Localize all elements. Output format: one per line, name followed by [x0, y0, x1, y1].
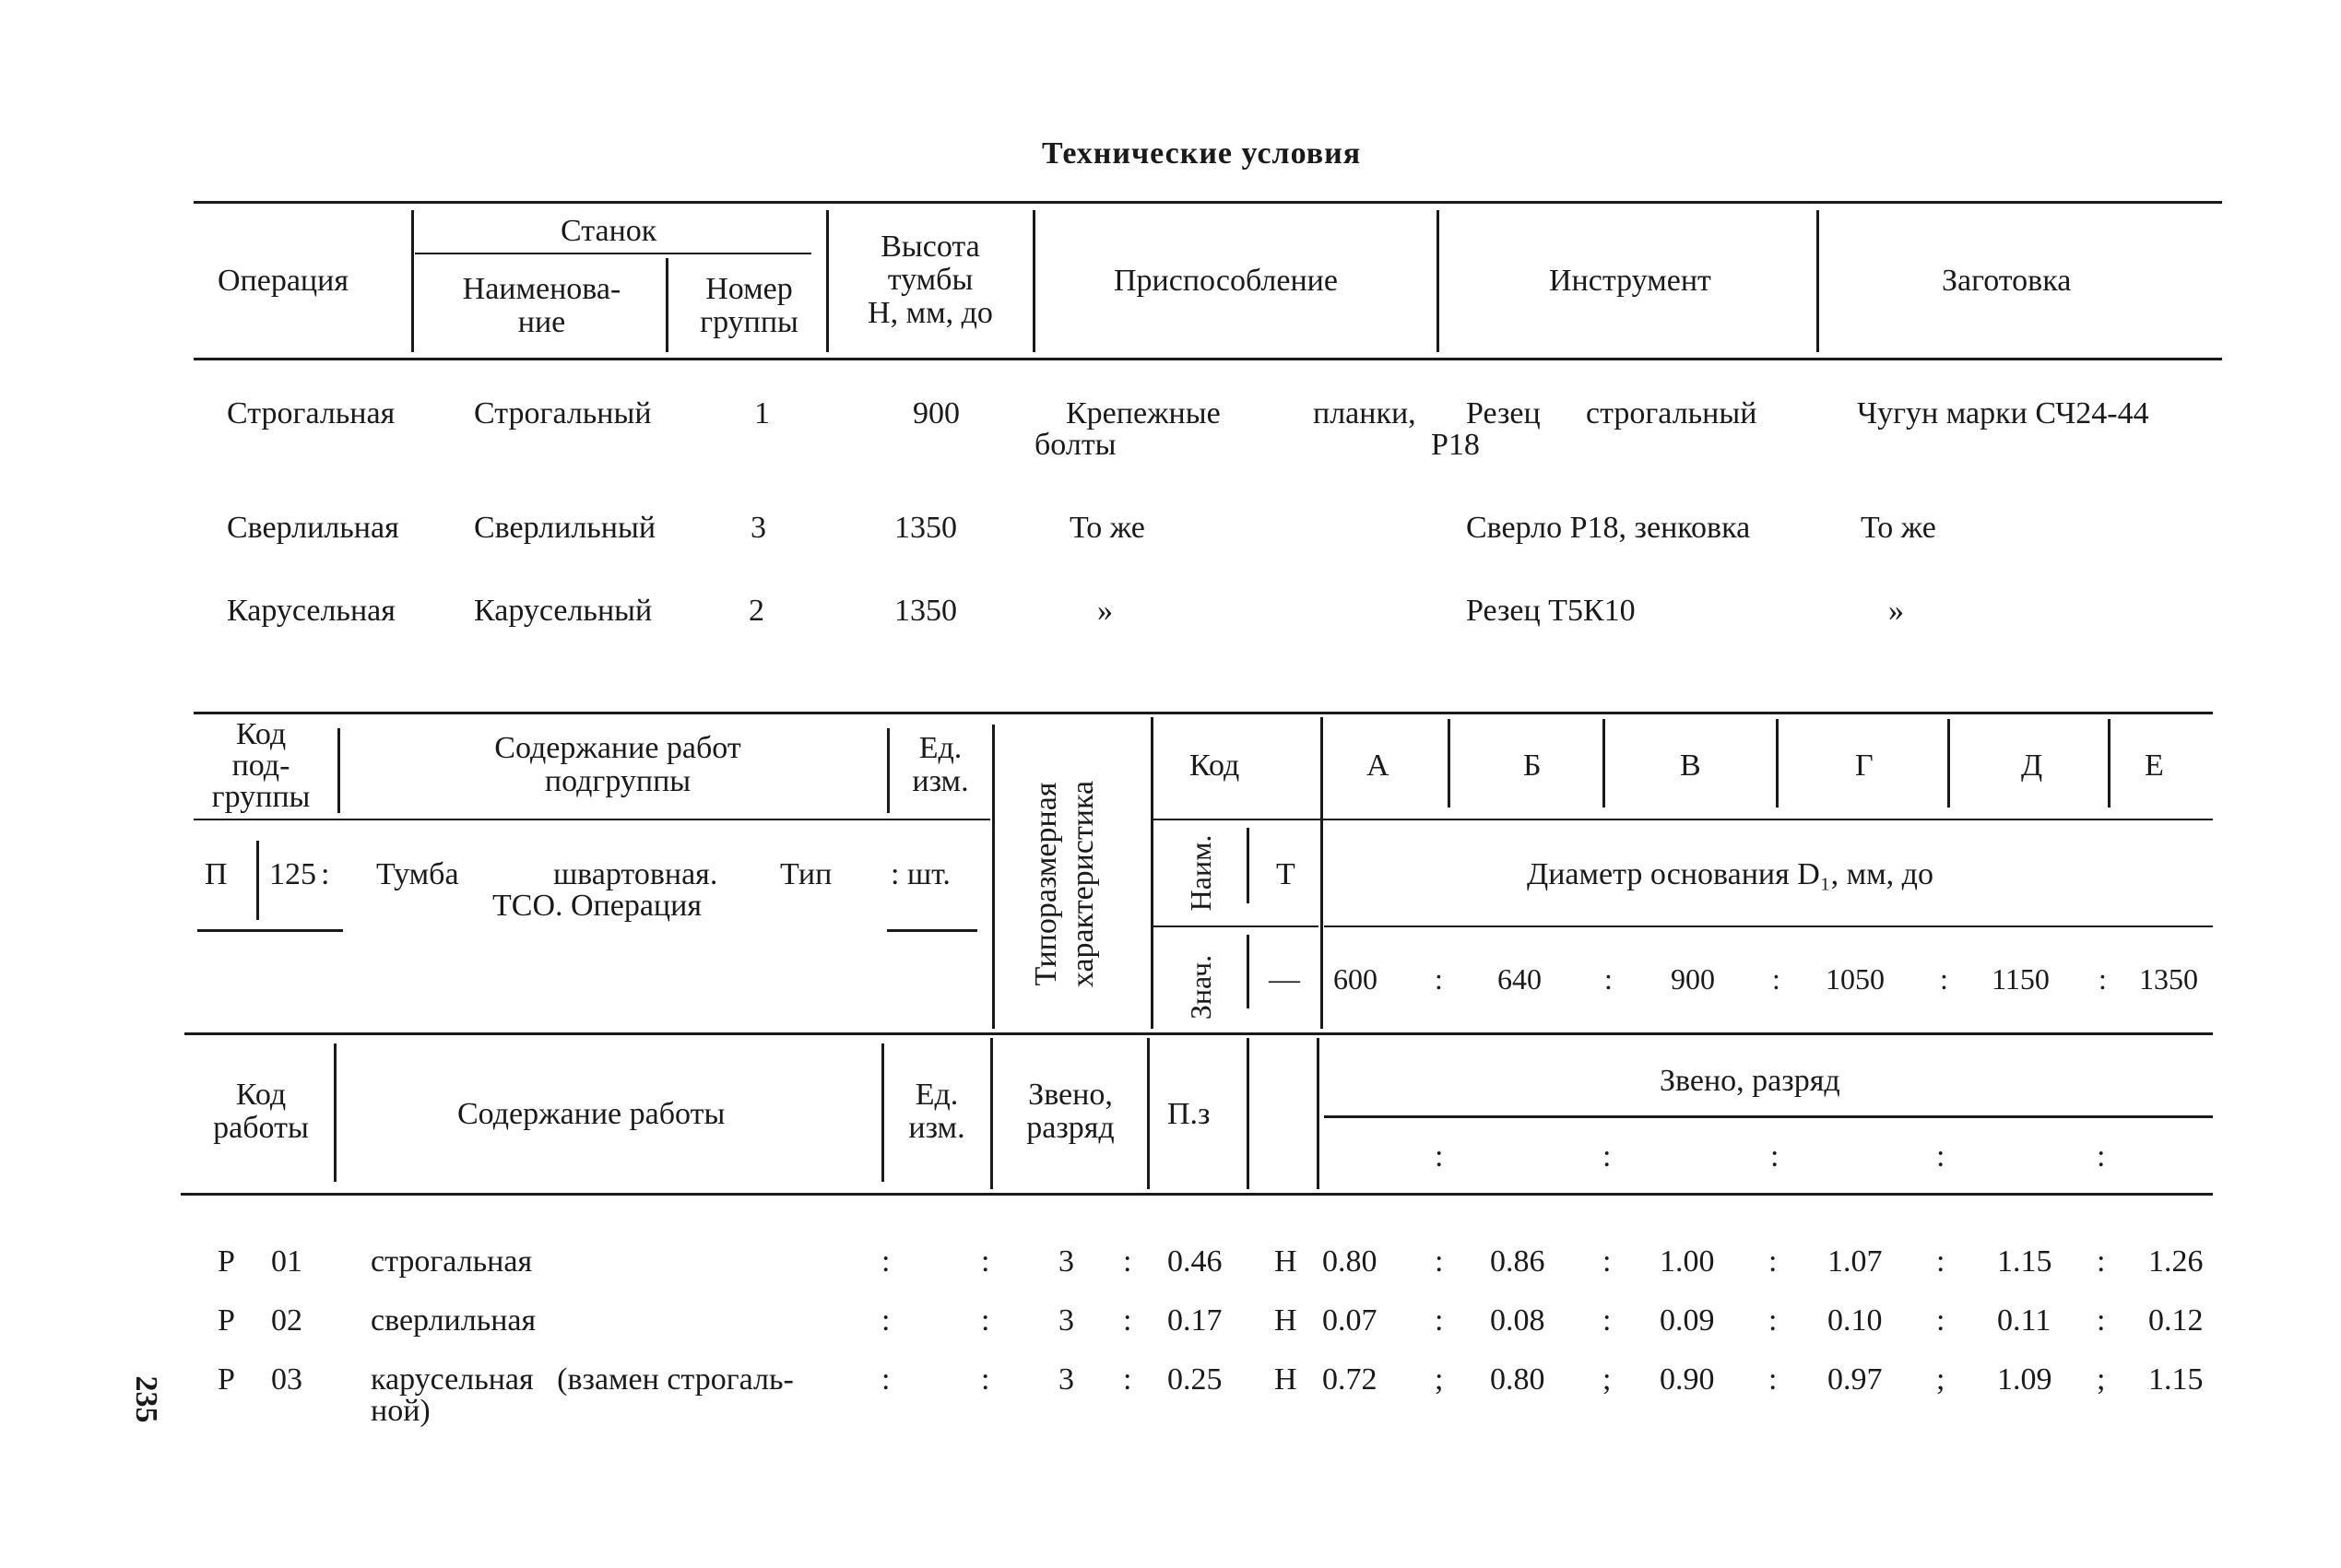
- work-row-value: 0.09: [1660, 1303, 1715, 1338]
- norm-divider: [887, 728, 890, 813]
- tech-divider: [666, 258, 668, 352]
- tech-table-top-rule: [194, 201, 2222, 204]
- tech-row-height: 900: [913, 396, 960, 430]
- norm-header-subgroup-code: Код под- группы: [211, 717, 311, 814]
- subgroup-letter: П: [205, 857, 228, 891]
- work-divider: [1247, 1038, 1249, 1189]
- work-row-link: 3: [1058, 1244, 1074, 1279]
- tech-row-height: 1350: [894, 594, 957, 628]
- norm-divider: [1247, 828, 1249, 903]
- tech-header-machine-name: Наименова- ние: [462, 272, 621, 339]
- norm-column-g: Г: [1855, 749, 1874, 783]
- tech-row-fixture: планки,: [1313, 396, 1416, 430]
- norm-divider: [1947, 719, 1950, 808]
- work-divider: [1147, 1038, 1150, 1189]
- norm-header-subgroup-content: Содержание работ подгруппы: [494, 731, 741, 798]
- tech-row-blank: »: [1888, 594, 1904, 628]
- tech-row-operation: Сверлильная: [227, 511, 399, 545]
- tech-header-machine: Станок: [561, 214, 657, 248]
- norm-column-a: А: [1366, 749, 1389, 783]
- work-header-code: Код работы: [213, 1078, 309, 1145]
- work-row-number: 01: [271, 1244, 302, 1279]
- tech-row-tool: Сверло Р18, зенковка: [1466, 511, 1751, 545]
- tech-row-operation: Строгальная: [227, 396, 396, 430]
- work-row-flag: Н: [1274, 1362, 1297, 1397]
- subgroup-content: ТСО. Операция: [492, 889, 702, 923]
- work-row-number: 02: [271, 1303, 302, 1338]
- tech-divider: [826, 210, 829, 352]
- norm-column-b: Б: [1523, 749, 1542, 783]
- work-row-pz: 0.46: [1167, 1244, 1223, 1279]
- work-row-value: 1.26: [2148, 1244, 2204, 1279]
- subgroup-colon: :: [321, 857, 330, 891]
- norm-subgroup-underline: [197, 929, 343, 932]
- work-row-value: 1.15: [1997, 1244, 2052, 1279]
- work-row-link: 3: [1058, 1362, 1074, 1397]
- work-row-value: 0.11: [1997, 1303, 2051, 1338]
- work-header-content: Содержание работы: [457, 1097, 726, 1131]
- norm-divider: [256, 841, 259, 920]
- work-header-link: Звено, разряд: [1026, 1078, 1115, 1145]
- norm-work-header-rule: [1324, 1115, 2213, 1118]
- norm-diameter-value: 1350: [2139, 962, 2198, 996]
- norm-diameter-value: 640: [1497, 962, 1542, 996]
- tech-divider: [1816, 210, 1819, 352]
- tech-row-fixture: болты: [1035, 428, 1117, 462]
- tech-row-group: 2: [749, 594, 764, 628]
- tech-row-height: 1350: [894, 511, 957, 545]
- work-row-flag: Н: [1274, 1303, 1297, 1338]
- work-row-pz: 0.25: [1167, 1362, 1223, 1397]
- norm-divider: [1151, 717, 1153, 1029]
- norm-divider: [1448, 719, 1450, 808]
- work-row-value: 1.15: [2148, 1362, 2204, 1397]
- norm-column-d: Д: [2021, 749, 2043, 783]
- work-row-value: 1.07: [1827, 1244, 1883, 1279]
- tech-row-blank: Чугун марки СЧ24-44: [1857, 396, 2149, 430]
- work-row-content: карусельная (взамен строгаль-: [371, 1362, 794, 1397]
- tech-divider: [1437, 210, 1439, 352]
- tech-row-machine: Сверлильный: [474, 511, 656, 545]
- tech-row-tool: Резец Т5К10: [1466, 594, 1636, 628]
- work-header-unit: Ед. изм.: [908, 1078, 965, 1145]
- norm-subheader-rule: [1153, 819, 2213, 820]
- norm-divider: [1776, 719, 1779, 808]
- norm-naim-rule: [1153, 925, 1318, 927]
- work-row-letter: Р: [218, 1303, 235, 1338]
- norm-header-unit: Ед. изм.: [912, 731, 969, 798]
- tech-row-tool: Резец: [1466, 396, 1541, 430]
- norm-divider: [1247, 935, 1249, 1008]
- tech-row-fixture: То же: [1070, 511, 1145, 545]
- work-header-pz: П.з: [1167, 1097, 1211, 1131]
- tech-header-tool: Инструмент: [1549, 264, 1711, 298]
- norm-naim-rule: [1324, 925, 2213, 927]
- tech-row-tool: строгальный: [1586, 396, 1757, 430]
- norm-diameter-value: 1050: [1826, 962, 1885, 996]
- work-row-value: 0.97: [1827, 1362, 1883, 1397]
- norm-divider: [992, 725, 995, 1029]
- work-row-content: сверлильная: [371, 1303, 537, 1338]
- tech-row-fixture: Крепежные: [1066, 396, 1221, 430]
- tech-row-blank: То же: [1861, 511, 1936, 545]
- tech-header-operation: Операция: [218, 264, 349, 298]
- norm-column-v: В: [1680, 749, 1701, 783]
- work-row-link: 3: [1058, 1303, 1074, 1338]
- tech-row-machine: Строгальный: [474, 396, 652, 430]
- work-row-letter: Р: [218, 1362, 235, 1397]
- norm-work-bottom-rule: [181, 1193, 2213, 1196]
- work-row-content: ной): [371, 1394, 431, 1428]
- tech-header-group: Номер группы: [700, 272, 798, 339]
- subgroup-content: швартовная.: [553, 857, 718, 891]
- tech-row-group: 3: [751, 511, 766, 545]
- work-row-flag: Н: [1274, 1244, 1297, 1279]
- work-header-link-rank: Звено, разряд: [1660, 1064, 1840, 1098]
- subgroup-content: Тумба: [376, 857, 459, 891]
- tech-header-fixture: Приспособление: [1114, 264, 1338, 298]
- tech-machine-group-rule: [415, 253, 811, 254]
- page-title: Технические условия: [1042, 136, 1362, 171]
- work-divider: [1317, 1038, 1319, 1189]
- norm-divider: [1320, 717, 1323, 1029]
- norm-column-e: Е: [2145, 749, 2164, 783]
- norm-header-znach: Знач.: [1184, 954, 1217, 1020]
- tech-row-fixture: »: [1097, 594, 1113, 628]
- work-row-value: 0.72: [1322, 1362, 1377, 1397]
- work-divider: [990, 1038, 993, 1189]
- norm-table-top-rule: [194, 712, 2213, 714]
- tech-row-machine: Карусельный: [474, 594, 653, 628]
- work-row-value: 0.07: [1322, 1303, 1377, 1338]
- tech-divider: [411, 210, 414, 352]
- page-number: 235: [129, 1375, 163, 1423]
- norm-divider: [337, 728, 340, 813]
- work-row-value: 1.09: [1997, 1362, 2052, 1397]
- work-row-value: 0.80: [1322, 1244, 1377, 1279]
- norm-diameter-value: 600: [1333, 962, 1377, 996]
- subgroup-content: Тип: [780, 857, 833, 891]
- tech-header-blank: Заготовка: [1942, 264, 2072, 298]
- work-row-number: 03: [271, 1362, 302, 1397]
- tech-header-height: Высота тумбы H, мм, до: [868, 230, 993, 330]
- work-row-value: 0.08: [1490, 1303, 1545, 1338]
- work-row-value: 0.90: [1660, 1362, 1715, 1397]
- norm-header-naim: Наим.: [1184, 834, 1217, 912]
- tech-row-tool: Р18: [1431, 428, 1480, 462]
- tech-divider: [1033, 210, 1035, 352]
- tech-row-group: 1: [754, 396, 770, 430]
- norm-diameter-value: 900: [1671, 962, 1715, 996]
- work-row-value: 0.86: [1490, 1244, 1545, 1279]
- subgroup-unit: : шт.: [891, 857, 951, 891]
- work-row-value: 0.12: [2148, 1303, 2204, 1338]
- norm-header-characteristic: Типоразмерная характеристика: [1029, 780, 1100, 988]
- norm-header-t: Т: [1276, 857, 1295, 891]
- norm-divider: [2108, 719, 2110, 808]
- work-row-value: 1.00: [1660, 1244, 1715, 1279]
- norm-subheader-rule: [194, 819, 990, 820]
- norm-diameter-value: 1150: [1992, 962, 2050, 996]
- norm-unit-underline: [887, 929, 977, 932]
- norm-diameter-label: Диаметр основания D₁, мм, до: [1527, 857, 1933, 891]
- work-row-pz: 0.17: [1167, 1303, 1223, 1338]
- work-divider: [334, 1043, 337, 1182]
- tech-header-bottom-rule: [194, 358, 2222, 360]
- work-row-letter: Р: [218, 1244, 235, 1279]
- work-row-value: 0.10: [1827, 1303, 1883, 1338]
- tech-row-operation: Карусельная: [227, 594, 396, 628]
- work-divider: [881, 1043, 884, 1182]
- norm-divider: [1602, 719, 1605, 808]
- work-row-value: 0.80: [1490, 1362, 1545, 1397]
- norm-header-dash: —: [1269, 962, 1300, 996]
- subgroup-number: 125: [269, 857, 316, 891]
- norm-header-code: Код: [1189, 749, 1240, 783]
- work-row-content: строгальная: [371, 1244, 533, 1279]
